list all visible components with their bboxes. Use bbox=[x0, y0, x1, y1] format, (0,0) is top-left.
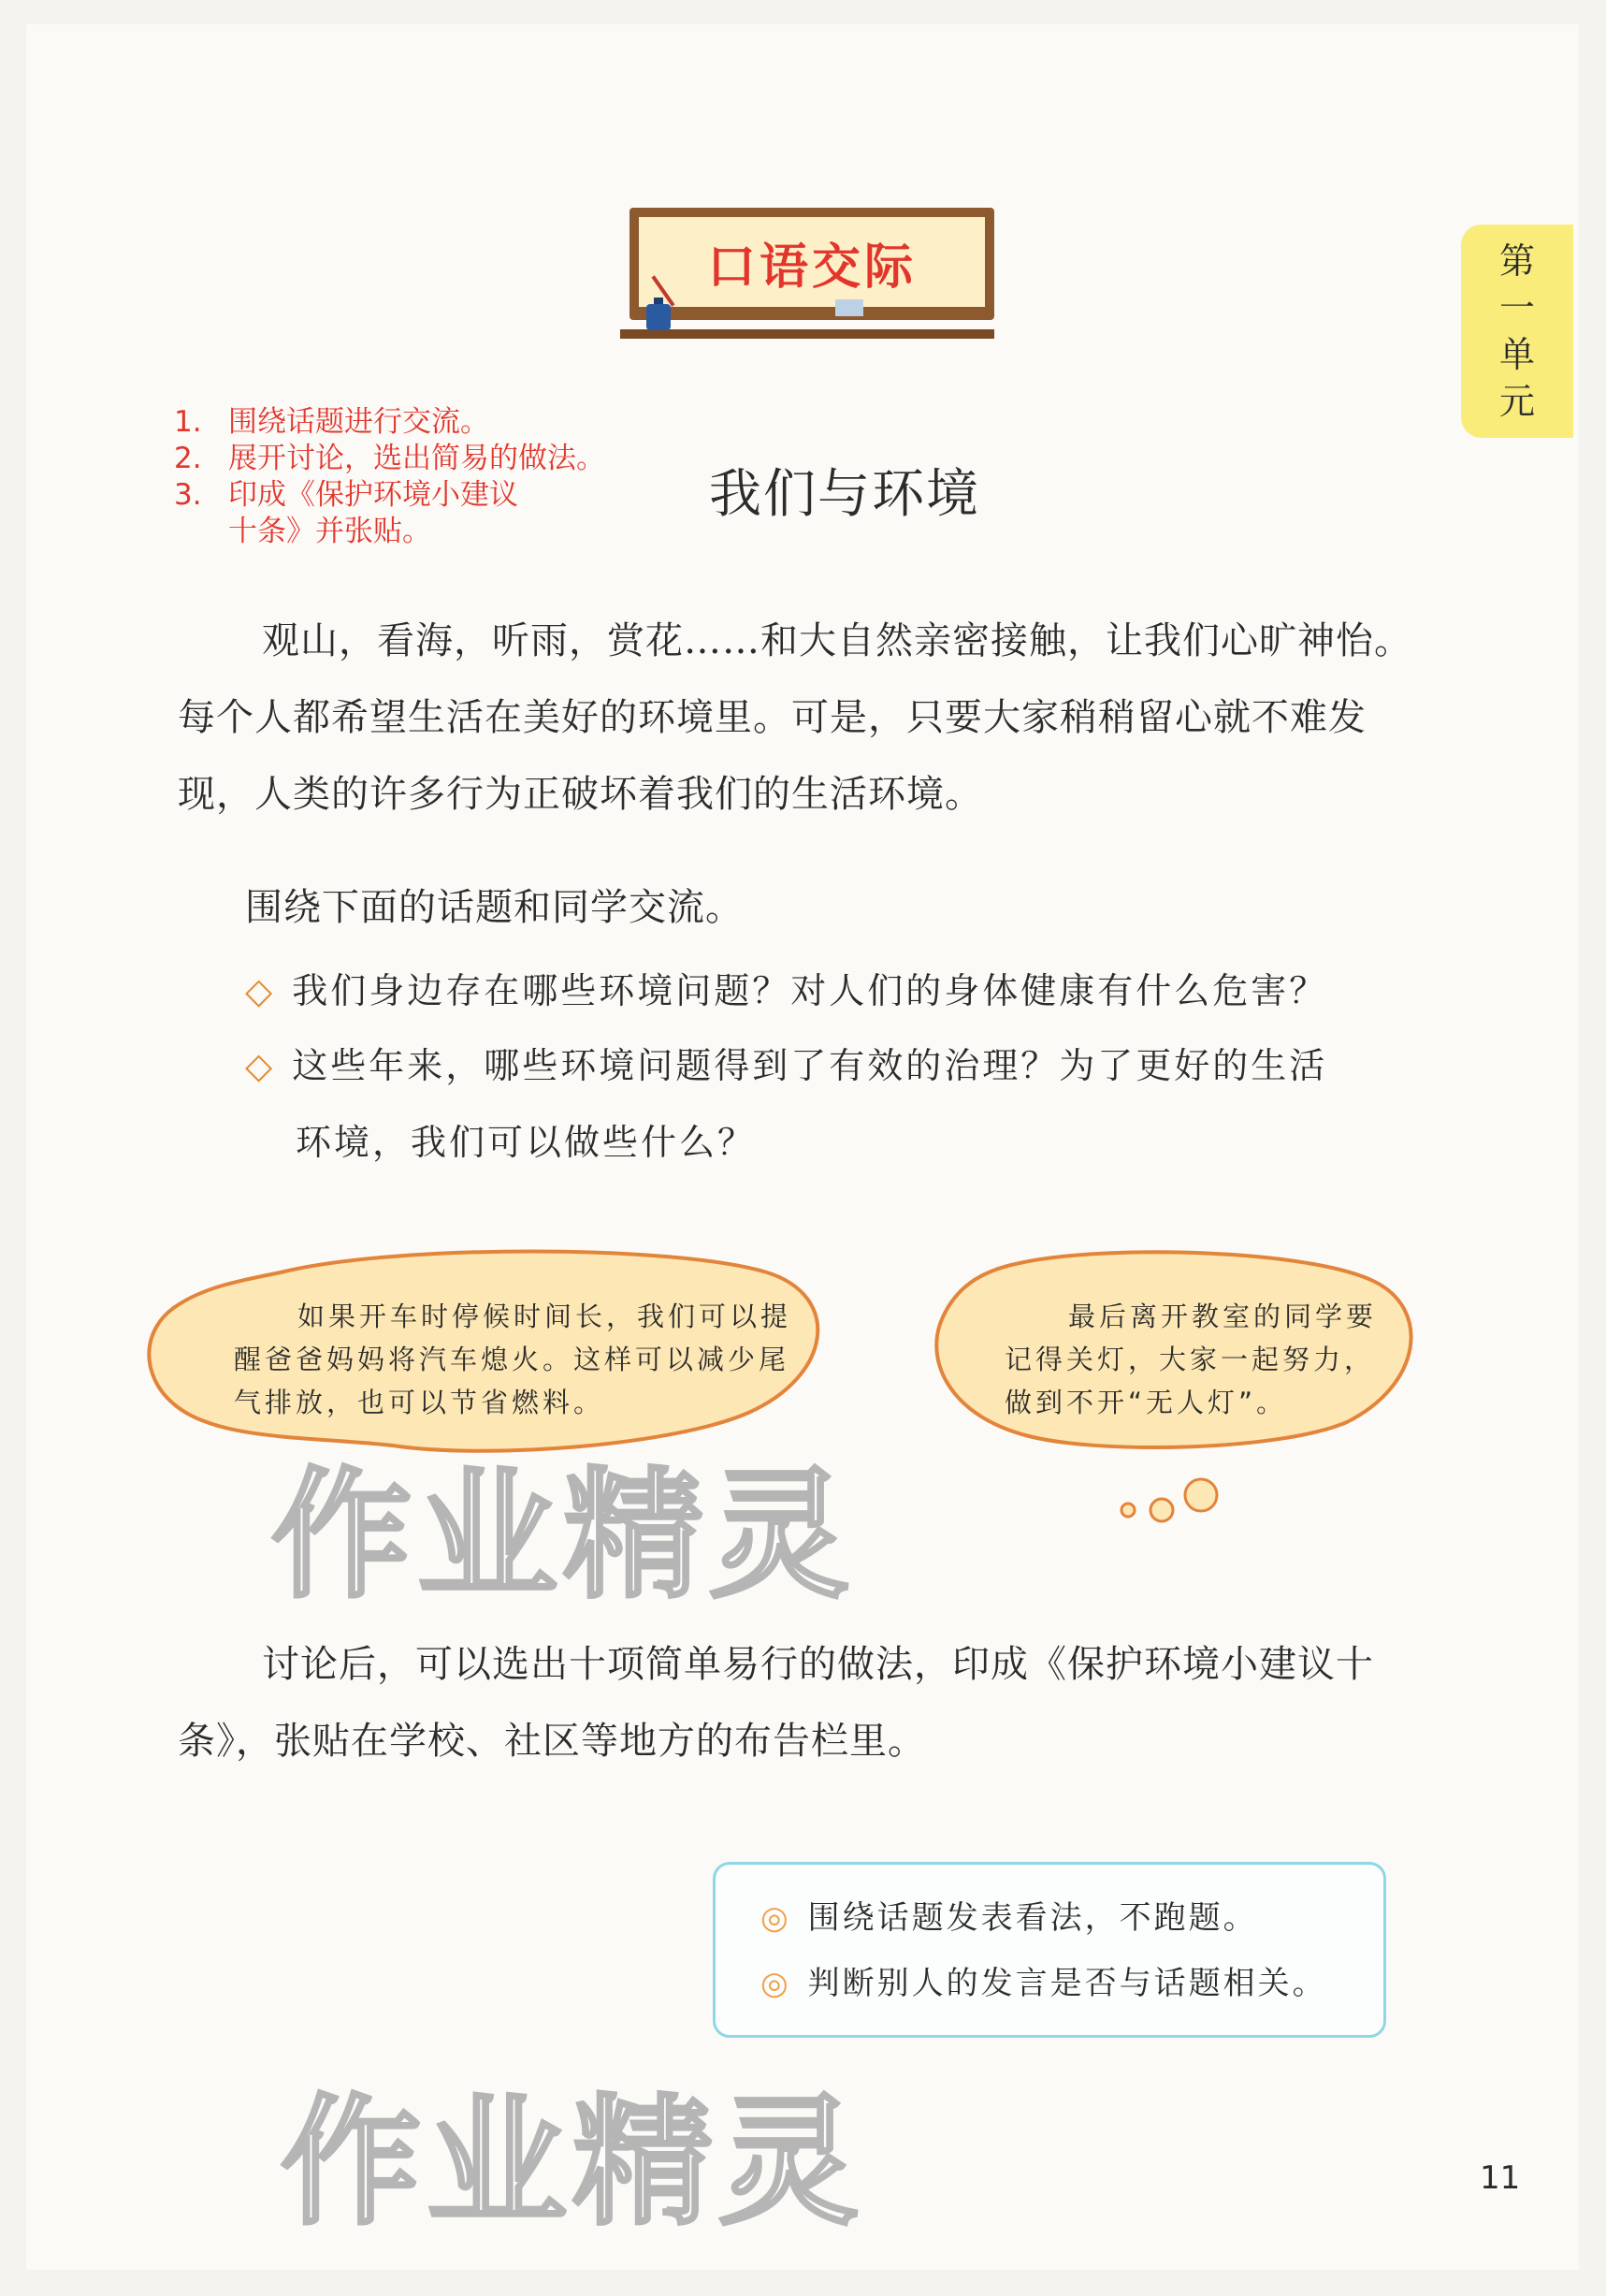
watermark: 作业精灵 bbox=[271, 1455, 856, 1618]
goal-text: 印成《保护环境小建议十条》并张贴。 bbox=[228, 478, 518, 548]
speech-bubble-text-left: 如果开车时停候时间长，我们可以提醒爸爸妈妈将汽车熄火。这样可以减少尾气排放，也可以节省燃料。 bbox=[234, 1301, 792, 1418]
tips-box bbox=[713, 1862, 1386, 2038]
topic-intro: 围绕下面的话题和同学交流。 bbox=[245, 886, 744, 929]
section-title: 口语交际 bbox=[639, 217, 985, 307]
intro-paragraph: 观山，看海，听雨，赏花……和大自然亲密接触，让我们心旷神怡。每个人都希望生活在美好的环境里。可是，只要大家稍稍留心就不难发现，人类的许多行为正破坏着我们的生活环境。 bbox=[178, 619, 1412, 816]
unit-tab-char: 第 bbox=[1498, 240, 1535, 282]
tip-text: 判断别人的发言是否与话题相关。 bbox=[807, 1965, 1327, 2002]
tip-item bbox=[760, 1951, 1383, 2016]
circle-bullet-icon: ◎ bbox=[760, 1899, 791, 1937]
thought-dot bbox=[1150, 1499, 1173, 1521]
circle-bullet-icon: ◎ bbox=[760, 1965, 791, 2002]
lesson-heading: 我们与环境 bbox=[709, 464, 980, 525]
thought-dot bbox=[1185, 1479, 1217, 1511]
unit-tab-char: 元 bbox=[1498, 381, 1535, 422]
bullet-text-continued: 环境，我们可以做些什么？ bbox=[296, 1122, 757, 1163]
bullet-text: 我们身边存在哪些环境问题？对人们的身体健康有什么危害？ bbox=[292, 970, 1328, 1011]
watermark: 作业精灵 bbox=[281, 2082, 865, 2245]
unit-tab-char: 一 bbox=[1498, 287, 1535, 328]
goal-number: 3. bbox=[174, 478, 202, 512]
thought-dot bbox=[1121, 1504, 1135, 1517]
goal-number: 1. bbox=[174, 405, 202, 439]
tip-item bbox=[760, 1885, 1383, 1951]
goal-text: 展开讨论，选出简易的做法。 bbox=[228, 442, 605, 475]
unit-tab-char: 单 bbox=[1498, 334, 1535, 375]
speech-bubble-text-right: 最后离开教室的同学要记得关灯，大家一起努力，做到不开“无人灯”。 bbox=[1005, 1301, 1378, 1418]
diamond-bullet-icon: ◇ bbox=[245, 970, 276, 1011]
goal-text: 围绕话题进行交流。 bbox=[228, 405, 489, 439]
goal-number: 2. bbox=[174, 442, 202, 475]
bullet-text: 这些年来，哪些环境问题得到了有效的治理？为了更好的生活 bbox=[292, 1045, 1328, 1086]
page-number: 11 bbox=[1480, 2159, 1521, 2197]
tip-text: 围绕话题发表看法，不跑题。 bbox=[807, 1899, 1258, 1937]
diamond-bullet-icon: ◇ bbox=[245, 1045, 276, 1086]
closing-paragraph: 讨论后，可以选出十项简单易行的做法，印成《保护环境小建议十条》，张贴在学校、社区等地方的布告栏里。 bbox=[178, 1643, 1374, 1763]
